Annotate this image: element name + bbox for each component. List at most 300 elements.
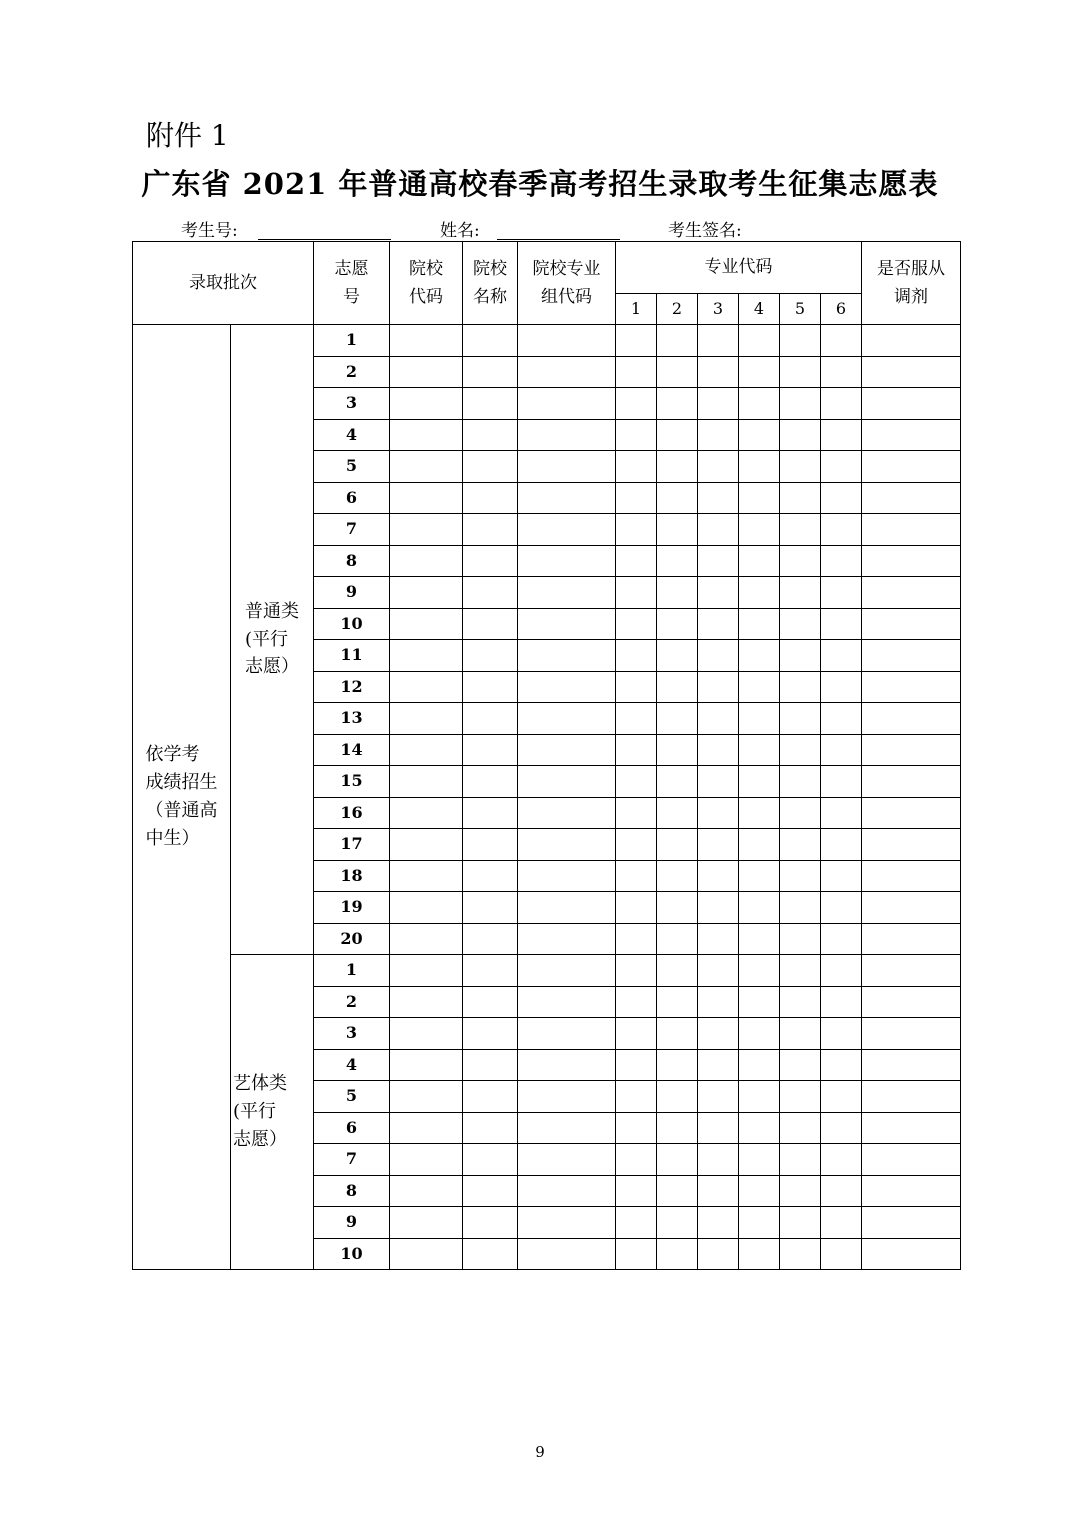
major-code-cell[interactable] [821,671,862,703]
major-code-cell[interactable] [739,1175,780,1207]
major-code-cell[interactable] [780,923,821,955]
school-name-cell[interactable] [463,325,518,357]
major-code-cell[interactable] [739,703,780,735]
school-code-cell[interactable] [390,860,463,892]
major-code-cell[interactable] [657,1207,698,1239]
major-code-cell[interactable] [616,923,657,955]
group-code-cell[interactable] [518,892,616,924]
major-code-cell[interactable] [780,608,821,640]
adjustment-cell[interactable] [862,640,961,672]
major-code-cell[interactable] [616,1175,657,1207]
major-code-cell[interactable] [698,892,739,924]
major-code-cell[interactable] [657,545,698,577]
major-code-cell[interactable] [780,955,821,987]
major-code-cell[interactable] [616,419,657,451]
school-name-cell[interactable] [463,1175,518,1207]
adjustment-cell[interactable] [862,797,961,829]
major-code-cell[interactable] [780,514,821,546]
group-code-cell[interactable] [518,1175,616,1207]
major-code-cell[interactable] [739,860,780,892]
group-code-cell[interactable] [518,1144,616,1176]
major-code-cell[interactable] [739,577,780,609]
school-name-cell[interactable] [463,860,518,892]
major-code-cell[interactable] [698,829,739,861]
group-code-cell[interactable] [518,703,616,735]
school-code-cell[interactable] [390,482,463,514]
school-code-cell[interactable] [390,1238,463,1270]
group-code-cell[interactable] [518,482,616,514]
major-code-cell[interactable] [780,1175,821,1207]
major-code-cell[interactable] [698,356,739,388]
school-code-cell[interactable] [390,671,463,703]
school-code-cell[interactable] [390,703,463,735]
major-code-cell[interactable] [739,640,780,672]
school-name-cell[interactable] [463,986,518,1018]
major-code-cell[interactable] [739,955,780,987]
major-code-cell[interactable] [657,923,698,955]
major-code-cell[interactable] [739,829,780,861]
group-code-cell[interactable] [518,734,616,766]
major-code-cell[interactable] [780,356,821,388]
major-code-cell[interactable] [616,1049,657,1081]
school-code-cell[interactable] [390,986,463,1018]
adjustment-cell[interactable] [862,986,961,1018]
adjustment-cell[interactable] [862,356,961,388]
group-code-cell[interactable] [518,766,616,798]
school-name-cell[interactable] [463,1238,518,1270]
major-code-cell[interactable] [780,640,821,672]
major-code-cell[interactable] [780,1112,821,1144]
major-code-cell[interactable] [780,1144,821,1176]
major-code-cell[interactable] [616,482,657,514]
major-code-cell[interactable] [780,1081,821,1113]
major-code-cell[interactable] [616,356,657,388]
major-code-cell[interactable] [780,797,821,829]
major-code-cell[interactable] [698,1112,739,1144]
adjustment-cell[interactable] [862,1112,961,1144]
major-code-cell[interactable] [657,388,698,420]
school-code-cell[interactable] [390,892,463,924]
group-code-cell[interactable] [518,608,616,640]
adjustment-cell[interactable] [862,1238,961,1270]
major-code-cell[interactable] [698,451,739,483]
major-code-cell[interactable] [657,1112,698,1144]
major-code-cell[interactable] [739,1049,780,1081]
group-code-cell[interactable] [518,923,616,955]
major-code-cell[interactable] [739,923,780,955]
adjustment-cell[interactable] [862,577,961,609]
major-code-cell[interactable] [657,514,698,546]
major-code-cell[interactable] [698,1081,739,1113]
major-code-cell[interactable] [616,608,657,640]
major-code-cell[interactable] [657,860,698,892]
school-code-cell[interactable] [390,640,463,672]
adjustment-cell[interactable] [862,1081,961,1113]
major-code-cell[interactable] [821,577,862,609]
school-name-cell[interactable] [463,734,518,766]
adjustment-cell[interactable] [862,1207,961,1239]
major-code-cell[interactable] [616,797,657,829]
major-code-cell[interactable] [821,1144,862,1176]
major-code-cell[interactable] [739,514,780,546]
adjustment-cell[interactable] [862,671,961,703]
school-code-cell[interactable] [390,577,463,609]
school-name-cell[interactable] [463,451,518,483]
school-name-cell[interactable] [463,419,518,451]
major-code-cell[interactable] [616,986,657,1018]
major-code-cell[interactable] [739,671,780,703]
school-code-cell[interactable] [390,1207,463,1239]
adjustment-cell[interactable] [862,923,961,955]
major-code-cell[interactable] [657,955,698,987]
major-code-cell[interactable] [739,1081,780,1113]
school-name-cell[interactable] [463,356,518,388]
major-code-cell[interactable] [821,955,862,987]
major-code-cell[interactable] [698,419,739,451]
school-name-cell[interactable] [463,671,518,703]
major-code-cell[interactable] [616,1144,657,1176]
school-name-cell[interactable] [463,514,518,546]
school-code-cell[interactable] [390,955,463,987]
major-code-cell[interactable] [821,1175,862,1207]
major-code-cell[interactable] [780,1049,821,1081]
major-code-cell[interactable] [698,388,739,420]
major-code-cell[interactable] [739,356,780,388]
major-code-cell[interactable] [821,986,862,1018]
major-code-cell[interactable] [739,419,780,451]
school-code-cell[interactable] [390,545,463,577]
school-code-cell[interactable] [390,1049,463,1081]
major-code-cell[interactable] [780,860,821,892]
major-code-cell[interactable] [698,1049,739,1081]
major-code-cell[interactable] [821,1112,862,1144]
group-code-cell[interactable] [518,325,616,357]
major-code-cell[interactable] [780,1238,821,1270]
major-code-cell[interactable] [780,671,821,703]
group-code-cell[interactable] [518,545,616,577]
adjustment-cell[interactable] [862,1049,961,1081]
major-code-cell[interactable] [780,1207,821,1239]
major-code-cell[interactable] [657,797,698,829]
school-name-cell[interactable] [463,577,518,609]
major-code-cell[interactable] [616,860,657,892]
major-code-cell[interactable] [739,1018,780,1050]
school-code-cell[interactable] [390,734,463,766]
major-code-cell[interactable] [821,892,862,924]
major-code-cell[interactable] [739,1238,780,1270]
school-code-cell[interactable] [390,419,463,451]
major-code-cell[interactable] [657,608,698,640]
major-code-cell[interactable] [616,955,657,987]
major-code-cell[interactable] [739,1144,780,1176]
major-code-cell[interactable] [698,671,739,703]
adjustment-cell[interactable] [862,608,961,640]
major-code-cell[interactable] [698,514,739,546]
major-code-cell[interactable] [698,1207,739,1239]
adjustment-cell[interactable] [862,1144,961,1176]
major-code-cell[interactable] [657,1175,698,1207]
group-code-cell[interactable] [518,1081,616,1113]
major-code-cell[interactable] [739,388,780,420]
school-code-cell[interactable] [390,1175,463,1207]
major-code-cell[interactable] [821,482,862,514]
major-code-cell[interactable] [821,829,862,861]
major-code-cell[interactable] [780,419,821,451]
school-name-cell[interactable] [463,766,518,798]
major-code-cell[interactable] [616,1112,657,1144]
major-code-cell[interactable] [821,356,862,388]
school-code-cell[interactable] [390,1018,463,1050]
major-code-cell[interactable] [616,514,657,546]
major-code-cell[interactable] [616,1018,657,1050]
major-code-cell[interactable] [821,388,862,420]
major-code-cell[interactable] [657,577,698,609]
school-code-cell[interactable] [390,829,463,861]
major-code-cell[interactable] [698,325,739,357]
adjustment-cell[interactable] [862,482,961,514]
major-code-cell[interactable] [657,482,698,514]
major-code-cell[interactable] [821,860,862,892]
school-name-cell[interactable] [463,1049,518,1081]
major-code-cell[interactable] [657,1049,698,1081]
major-code-cell[interactable] [657,986,698,1018]
major-code-cell[interactable] [616,1081,657,1113]
major-code-cell[interactable] [739,892,780,924]
major-code-cell[interactable] [657,419,698,451]
major-code-cell[interactable] [657,734,698,766]
major-code-cell[interactable] [739,797,780,829]
major-code-cell[interactable] [780,703,821,735]
major-code-cell[interactable] [657,640,698,672]
school-name-cell[interactable] [463,892,518,924]
major-code-cell[interactable] [821,545,862,577]
major-code-cell[interactable] [657,451,698,483]
major-code-cell[interactable] [698,640,739,672]
school-code-cell[interactable] [390,388,463,420]
major-code-cell[interactable] [616,545,657,577]
group-code-cell[interactable] [518,356,616,388]
adjustment-cell[interactable] [862,419,961,451]
school-name-cell[interactable] [463,388,518,420]
school-code-cell[interactable] [390,797,463,829]
group-code-cell[interactable] [518,829,616,861]
major-code-cell[interactable] [739,734,780,766]
major-code-cell[interactable] [780,325,821,357]
school-name-cell[interactable] [463,923,518,955]
major-code-cell[interactable] [821,451,862,483]
school-code-cell[interactable] [390,514,463,546]
major-code-cell[interactable] [698,734,739,766]
group-code-cell[interactable] [518,640,616,672]
major-code-cell[interactable] [780,986,821,1018]
adjustment-cell[interactable] [862,734,961,766]
school-name-cell[interactable] [463,482,518,514]
major-code-cell[interactable] [780,766,821,798]
major-code-cell[interactable] [780,829,821,861]
major-code-cell[interactable] [698,797,739,829]
school-code-cell[interactable] [390,923,463,955]
major-code-cell[interactable] [657,1238,698,1270]
school-code-cell[interactable] [390,608,463,640]
school-name-cell[interactable] [463,797,518,829]
adjustment-cell[interactable] [862,388,961,420]
school-name-cell[interactable] [463,640,518,672]
major-code-cell[interactable] [780,451,821,483]
school-name-cell[interactable] [463,1144,518,1176]
school-code-cell[interactable] [390,1081,463,1113]
group-code-cell[interactable] [518,671,616,703]
major-code-cell[interactable] [698,986,739,1018]
major-code-cell[interactable] [739,325,780,357]
school-name-cell[interactable] [463,1018,518,1050]
major-code-cell[interactable] [821,1081,862,1113]
major-code-cell[interactable] [616,892,657,924]
group-code-cell[interactable] [518,955,616,987]
major-code-cell[interactable] [780,482,821,514]
major-code-cell[interactable] [739,545,780,577]
major-code-cell[interactable] [821,514,862,546]
school-name-cell[interactable] [463,1112,518,1144]
group-code-cell[interactable] [518,514,616,546]
major-code-cell[interactable] [739,766,780,798]
major-code-cell[interactable] [616,640,657,672]
major-code-cell[interactable] [698,766,739,798]
major-code-cell[interactable] [821,640,862,672]
major-code-cell[interactable] [616,1238,657,1270]
major-code-cell[interactable] [821,325,862,357]
adjustment-cell[interactable] [862,892,961,924]
major-code-cell[interactable] [821,766,862,798]
school-name-cell[interactable] [463,1081,518,1113]
major-code-cell[interactable] [698,923,739,955]
adjustment-cell[interactable] [862,703,961,735]
major-code-cell[interactable] [780,545,821,577]
major-code-cell[interactable] [739,1112,780,1144]
major-code-cell[interactable] [657,1081,698,1113]
group-code-cell[interactable] [518,1238,616,1270]
school-name-cell[interactable] [463,608,518,640]
major-code-cell[interactable] [657,703,698,735]
group-code-cell[interactable] [518,1018,616,1050]
major-code-cell[interactable] [780,1018,821,1050]
adjustment-cell[interactable] [862,955,961,987]
major-code-cell[interactable] [698,482,739,514]
major-code-cell[interactable] [821,923,862,955]
major-code-cell[interactable] [821,1018,862,1050]
major-code-cell[interactable] [739,986,780,1018]
adjustment-cell[interactable] [862,829,961,861]
major-code-cell[interactable] [616,577,657,609]
adjustment-cell[interactable] [862,545,961,577]
major-code-cell[interactable] [821,608,862,640]
school-code-cell[interactable] [390,766,463,798]
group-code-cell[interactable] [518,860,616,892]
major-code-cell[interactable] [657,671,698,703]
group-code-cell[interactable] [518,577,616,609]
major-code-cell[interactable] [616,388,657,420]
major-code-cell[interactable] [739,1207,780,1239]
group-code-cell[interactable] [518,451,616,483]
major-code-cell[interactable] [616,703,657,735]
major-code-cell[interactable] [821,1238,862,1270]
major-code-cell[interactable] [657,1144,698,1176]
school-name-cell[interactable] [463,955,518,987]
adjustment-cell[interactable] [862,766,961,798]
adjustment-cell[interactable] [862,451,961,483]
school-code-cell[interactable] [390,1112,463,1144]
group-code-cell[interactable] [518,797,616,829]
major-code-cell[interactable] [657,325,698,357]
major-code-cell[interactable] [739,608,780,640]
major-code-cell[interactable] [780,388,821,420]
school-name-cell[interactable] [463,703,518,735]
group-code-cell[interactable] [518,388,616,420]
major-code-cell[interactable] [657,356,698,388]
major-code-cell[interactable] [698,955,739,987]
major-code-cell[interactable] [821,797,862,829]
major-code-cell[interactable] [780,577,821,609]
major-code-cell[interactable] [821,419,862,451]
major-code-cell[interactable] [698,1175,739,1207]
major-code-cell[interactable] [698,577,739,609]
adjustment-cell[interactable] [862,325,961,357]
school-name-cell[interactable] [463,545,518,577]
major-code-cell[interactable] [698,608,739,640]
major-code-cell[interactable] [657,766,698,798]
major-code-cell[interactable] [739,482,780,514]
group-code-cell[interactable] [518,419,616,451]
major-code-cell[interactable] [657,1018,698,1050]
adjustment-cell[interactable] [862,514,961,546]
major-code-cell[interactable] [616,766,657,798]
major-code-cell[interactable] [821,734,862,766]
major-code-cell[interactable] [616,734,657,766]
major-code-cell[interactable] [698,860,739,892]
major-code-cell[interactable] [616,671,657,703]
group-code-cell[interactable] [518,986,616,1018]
major-code-cell[interactable] [698,1018,739,1050]
major-code-cell[interactable] [780,892,821,924]
school-name-cell[interactable] [463,1207,518,1239]
major-code-cell[interactable] [698,1238,739,1270]
major-code-cell[interactable] [821,703,862,735]
group-code-cell[interactable] [518,1049,616,1081]
major-code-cell[interactable] [780,734,821,766]
major-code-cell[interactable] [821,1049,862,1081]
group-code-cell[interactable] [518,1112,616,1144]
school-code-cell[interactable] [390,451,463,483]
school-code-cell[interactable] [390,325,463,357]
school-name-cell[interactable] [463,829,518,861]
major-code-cell[interactable] [616,1207,657,1239]
adjustment-cell[interactable] [862,1175,961,1207]
exam-number-field[interactable] [258,239,391,240]
major-code-cell[interactable] [616,451,657,483]
major-code-cell[interactable] [616,325,657,357]
major-code-cell[interactable] [821,1207,862,1239]
major-code-cell[interactable] [698,545,739,577]
group-code-cell[interactable] [518,1207,616,1239]
major-code-cell[interactable] [657,892,698,924]
name-field[interactable] [497,239,620,240]
major-code-cell[interactable] [698,703,739,735]
school-code-cell[interactable] [390,356,463,388]
adjustment-cell[interactable] [862,1018,961,1050]
major-code-cell[interactable] [698,1144,739,1176]
school-code-cell[interactable] [390,1144,463,1176]
major-code-cell[interactable] [657,829,698,861]
major-code-cell[interactable] [739,451,780,483]
